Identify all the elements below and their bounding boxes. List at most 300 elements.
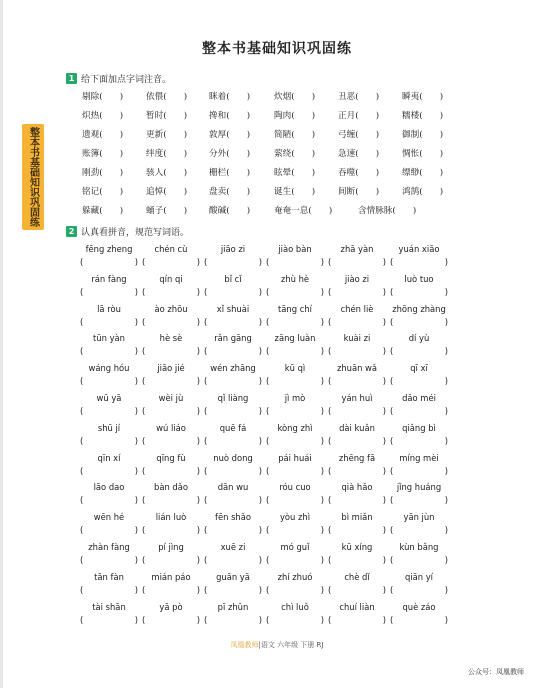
pinyin-text: xuē zi [220, 542, 246, 552]
close-paren: ) [382, 465, 386, 476]
section1-row [82, 147, 482, 166]
close-paren: ) [320, 257, 324, 267]
answer-blank[interactable] [328, 585, 386, 595]
answer-blank[interactable] [390, 495, 448, 505]
answer-blank[interactable] [204, 376, 262, 386]
answer-blank[interactable] [142, 555, 200, 565]
close-paren: ) [134, 555, 138, 565]
close-paren: ) [382, 257, 386, 267]
open-paren: ( [204, 525, 208, 536]
pinyin-text: dān wu [217, 482, 249, 493]
close-paren: ) [444, 435, 448, 446]
pinyin-item [142, 453, 200, 476]
pinyin-item [142, 572, 200, 595]
answer-blank[interactable] [142, 317, 200, 327]
pinyin-item [266, 304, 324, 327]
pinyin-text: luò tuo [404, 273, 434, 284]
close-paren: ) [134, 316, 138, 327]
answer-blank[interactable] [204, 495, 262, 505]
pinyin-text: zhōng zhàng [392, 303, 446, 314]
answer-blank[interactable] [204, 346, 262, 356]
open-paren: ( [142, 495, 146, 506]
open-paren: ( [266, 584, 270, 595]
open-paren: ( [80, 316, 84, 327]
answer-blank[interactable] [80, 525, 138, 535]
pinyin-text: qǐ liàng [217, 393, 249, 403]
open-paren: ( [266, 525, 270, 536]
open-paren: ( [204, 584, 208, 595]
open-paren: ( [204, 614, 208, 625]
pinyin-item [266, 482, 324, 505]
pinyin-item [80, 363, 138, 386]
answer-blank[interactable] [390, 555, 448, 565]
close-paren: ) [258, 346, 262, 357]
answer-blank[interactable] [80, 555, 138, 565]
close-paren: ) [382, 525, 386, 536]
section2-number: 2 [66, 226, 77, 237]
close-paren: ) [134, 286, 138, 297]
close-paren: ) [382, 495, 386, 506]
open-paren: ( [328, 257, 332, 267]
phonetic-item[interactable]: 盘卖( ) [209, 187, 251, 197]
phonetic-item[interactable]: 诞生( ) [274, 187, 316, 197]
pinyin-text: bǐ cǐ [224, 273, 242, 284]
close-paren: ) [258, 614, 262, 625]
open-paren: ( [328, 435, 332, 446]
close-paren: ) [134, 257, 138, 267]
answer-blank[interactable] [390, 466, 448, 476]
pinyin-item [328, 274, 386, 297]
close-paren: ) [196, 376, 200, 387]
pinyin-text: jǐng huáng [396, 482, 442, 493]
pinyin-text: zāng luàn [274, 333, 316, 344]
close-paren: ) [444, 614, 448, 625]
answer-blank[interactable] [328, 287, 386, 297]
section1-row [82, 109, 482, 128]
pinyin-item [328, 453, 386, 476]
phonetic-item[interactable]: 账簿( ) [82, 149, 124, 159]
pinyin-text: kuài zi [343, 333, 371, 344]
phonetic-item[interactable]: 栅栏( ) [209, 168, 251, 178]
phonetic-item[interactable]: 眯着( ) [209, 92, 251, 102]
answer-blank[interactable] [390, 525, 448, 535]
close-paren: ) [320, 584, 324, 595]
answer-blank[interactable] [266, 257, 324, 267]
answer-blank[interactable] [328, 436, 386, 446]
answer-blank[interactable] [80, 436, 138, 446]
phonetic-item[interactable]: 缥缈( ) [402, 168, 444, 178]
pinyin-item [80, 333, 138, 356]
answer-blank[interactable] [390, 376, 448, 386]
phonetic-item[interactable]: 骇人( ) [146, 168, 188, 178]
answer-blank[interactable] [142, 525, 200, 535]
open-paren: ( [266, 376, 270, 387]
close-paren: ) [444, 257, 448, 267]
phonetic-item[interactable]: 吞噬( ) [338, 168, 380, 178]
answer-blank[interactable] [80, 585, 138, 595]
pinyin-item [204, 512, 262, 535]
open-paren: ( [266, 406, 270, 416]
close-paren: ) [320, 465, 324, 476]
pinyin-text: tài shān [92, 601, 126, 612]
close-paren: ) [196, 435, 200, 446]
close-paren: ) [134, 376, 138, 387]
answer-blank[interactable] [390, 287, 448, 297]
answer-blank[interactable] [142, 436, 200, 446]
pinyin-item [328, 572, 386, 595]
close-paren: ) [444, 555, 448, 565]
close-paren: ) [444, 346, 448, 357]
pinyin-text: hè sè [159, 333, 183, 344]
pinyin-text: zhàn fàng [88, 542, 130, 552]
pinyin-text: jiào zi [344, 273, 370, 284]
answer-blank[interactable] [328, 495, 386, 505]
answer-blank[interactable] [328, 555, 386, 565]
open-paren: ( [80, 555, 84, 565]
answer-blank[interactable] [142, 257, 200, 267]
phonetic-item[interactable]: 依偎( ) [146, 92, 188, 102]
pinyin-item [142, 602, 200, 625]
pinyin-text: kū xíng [341, 542, 373, 552]
pinyin-item [204, 274, 262, 297]
open-paren: ( [142, 406, 146, 416]
answer-blank[interactable] [80, 287, 138, 297]
close-paren: ) [444, 316, 448, 327]
pinyin-item [328, 363, 386, 386]
pinyin-item [142, 542, 200, 565]
pinyin-item [328, 423, 386, 446]
pinyin-item [142, 304, 200, 327]
open-paren: ( [266, 465, 270, 476]
phonetic-item[interactable]: 含情脉脉( ) [358, 206, 417, 216]
pinyin-item [142, 274, 200, 297]
open-paren: ( [204, 376, 208, 387]
pinyin-item [390, 333, 448, 356]
pinyin-item [266, 602, 324, 625]
answer-blank[interactable] [266, 376, 324, 386]
open-paren: ( [390, 435, 394, 446]
close-paren: ) [258, 465, 262, 476]
pinyin-text: dài kuǎn [339, 422, 375, 433]
phonetic-item[interactable]: 简陋( ) [274, 130, 316, 140]
phonetic-item[interactable]: 炽热( ) [82, 111, 124, 121]
answer-blank[interactable] [266, 346, 324, 356]
phonetic-item[interactable]: 正月( ) [338, 111, 380, 121]
close-paren: ) [258, 376, 262, 387]
answer-blank[interactable] [328, 257, 386, 267]
answer-blank[interactable] [328, 406, 386, 416]
answer-blank[interactable] [80, 257, 138, 267]
pinyin-text: quē fá [219, 422, 247, 433]
answer-blank[interactable] [142, 346, 200, 356]
phonetic-item[interactable]: 更新( ) [146, 130, 188, 140]
phonetic-item[interactable]: 遗观( ) [82, 130, 124, 140]
answer-blank[interactable] [204, 555, 262, 565]
open-paren: ( [328, 584, 332, 595]
close-paren: ) [320, 525, 324, 536]
answer-blank[interactable] [390, 317, 448, 327]
phonetic-item[interactable]: 蛹子( ) [146, 206, 188, 216]
open-paren: ( [266, 614, 270, 625]
phonetic-item[interactable]: 铭记( ) [82, 187, 124, 197]
phonetic-item[interactable]: 追悼( ) [146, 187, 188, 197]
phonetic-item[interactable]: 惆怅( ) [402, 149, 444, 159]
answer-blank[interactable] [80, 346, 138, 356]
answer-blank[interactable] [266, 615, 324, 625]
open-paren: ( [390, 465, 394, 476]
pinyin-item [204, 602, 262, 625]
phonetic-item[interactable]: 萦绕( ) [274, 149, 316, 159]
pinyin-text: chén liè [340, 303, 374, 314]
pinyin-text: dí yù [408, 333, 430, 344]
answer-blank[interactable] [204, 466, 262, 476]
phonetic-item[interactable]: 躲藏( ) [82, 206, 124, 216]
answer-blank[interactable] [142, 376, 200, 386]
close-paren: ) [320, 406, 324, 416]
answer-blank[interactable] [328, 525, 386, 535]
pinyin-item [328, 482, 386, 505]
close-paren: ) [258, 316, 262, 327]
side-tab: 整本书基础知识巩固练 [22, 124, 44, 230]
open-paren: ( [390, 584, 394, 595]
pinyin-item [142, 363, 200, 386]
pinyin-item [80, 512, 138, 535]
close-paren: ) [320, 316, 324, 327]
phonetic-item[interactable]: 眩晕( ) [274, 168, 316, 178]
answer-blank[interactable] [80, 495, 138, 505]
answer-blank[interactable] [328, 376, 386, 386]
pinyin-item [328, 333, 386, 356]
pinyin-text: qiǎng bì [402, 422, 436, 433]
pinyin-item [266, 453, 324, 476]
close-paren: ) [134, 465, 138, 476]
phonetic-item[interactable]: 糯楼( ) [402, 111, 444, 121]
open-paren: ( [204, 435, 208, 446]
open-paren: ( [80, 435, 84, 446]
phonetic-item[interactable]: 敦厚( ) [209, 130, 251, 140]
phonetic-item[interactable]: 奄奄一息( ) [274, 206, 333, 216]
pinyin-text: chén cù [154, 244, 188, 254]
answer-blank[interactable] [204, 436, 262, 446]
pinyin-text: shū jí [97, 422, 121, 433]
pinyin-text: què záo [402, 601, 436, 612]
pinyin-text: kū qì [284, 363, 306, 374]
close-paren: ) [196, 614, 200, 625]
pinyin-item [266, 423, 324, 446]
answer-blank[interactable] [80, 406, 138, 416]
open-paren: ( [390, 346, 394, 357]
answer-blank[interactable] [204, 585, 262, 595]
answer-blank[interactable] [142, 406, 200, 416]
phonetic-item[interactable]: 间断( ) [338, 187, 380, 197]
answer-blank[interactable] [328, 346, 386, 356]
answer-blank[interactable] [80, 376, 138, 386]
open-paren: ( [80, 286, 84, 297]
pinyin-item [390, 572, 448, 595]
page-title: 整本书基础知识巩固练 [202, 41, 352, 57]
pinyin-item [142, 512, 200, 535]
answer-blank[interactable] [266, 317, 324, 327]
pinyin-item [80, 572, 138, 595]
close-paren: ) [134, 525, 138, 536]
answer-blank[interactable] [142, 615, 200, 625]
open-paren: ( [142, 614, 146, 625]
pinyin-item [390, 482, 448, 505]
pinyin-item [204, 572, 262, 595]
open-paren: ( [328, 525, 332, 536]
open-paren: ( [204, 406, 208, 416]
pinyin-text: wēn hé [93, 512, 125, 523]
answer-blank[interactable] [266, 585, 324, 595]
answer-blank[interactable] [266, 406, 324, 416]
answer-blank[interactable] [204, 406, 262, 416]
pinyin-item [390, 244, 448, 267]
phonetic-item[interactable]: 瞬夷( ) [402, 92, 444, 102]
pinyin-text: jì mò [284, 393, 306, 403]
open-paren: ( [80, 257, 84, 267]
pinyin-item [80, 453, 138, 476]
open-paren: ( [266, 346, 270, 357]
open-paren: ( [204, 286, 208, 297]
answer-blank[interactable] [142, 585, 200, 595]
close-paren: ) [134, 495, 138, 506]
section1-number: 1 [66, 73, 77, 84]
answer-blank[interactable] [266, 525, 324, 535]
close-paren: ) [258, 555, 262, 565]
open-paren: ( [328, 495, 332, 506]
pinyin-item [142, 333, 200, 356]
pinyin-text: lián luò [155, 512, 187, 523]
pinyin-text: wáng hóu [88, 363, 130, 374]
phonetic-item[interactable]: 暂时( ) [146, 111, 188, 121]
wechat-account: 公众号：凤凰教师 [468, 668, 524, 676]
close-paren: ) [382, 435, 386, 446]
pinyin-text: tān fàn [94, 571, 124, 582]
answer-blank[interactable] [328, 615, 386, 625]
pinyin-item [204, 453, 262, 476]
pinyin-item [266, 274, 324, 297]
phonetic-item[interactable]: 酸碱( ) [209, 206, 251, 216]
phonetic-item[interactable]: 分外( ) [209, 149, 251, 159]
pinyin-item [328, 244, 386, 267]
section2-heading [66, 225, 189, 238]
pinyin-item [204, 542, 262, 565]
answer-blank[interactable] [390, 615, 448, 625]
phonetic-item[interactable]: 搀和( ) [209, 111, 251, 121]
open-paren: ( [328, 555, 332, 565]
answer-blank[interactable] [80, 317, 138, 327]
answer-blank[interactable] [390, 406, 448, 416]
open-paren: ( [390, 525, 394, 536]
open-paren: ( [142, 555, 146, 565]
pinyin-item [266, 572, 324, 595]
pinyin-item [80, 393, 138, 416]
open-paren: ( [390, 316, 394, 327]
close-paren: ) [196, 584, 200, 595]
pinyin-text: jiāo jié [157, 363, 185, 374]
pinyin-text: qín qi [159, 273, 183, 284]
pinyin-text: jiào bàn [278, 244, 312, 254]
answer-blank[interactable] [328, 317, 386, 327]
section1-grid [82, 90, 482, 223]
answer-blank[interactable] [142, 287, 200, 297]
answer-blank[interactable] [328, 466, 386, 476]
answer-blank[interactable] [80, 466, 138, 476]
close-paren: ) [444, 286, 448, 297]
pinyin-text: bàn dǎo [154, 482, 188, 493]
pinyin-text: róu cuo [279, 482, 311, 493]
phonetic-item[interactable]: 弓缠( ) [338, 130, 380, 140]
pinyin-text: míng mèi [399, 452, 439, 463]
pinyin-item [266, 512, 324, 535]
phonetic-item[interactable]: 刚劲( ) [82, 168, 124, 178]
open-paren: ( [390, 495, 394, 506]
pinyin-item [204, 363, 262, 386]
open-paren: ( [266, 495, 270, 506]
answer-blank[interactable] [204, 615, 262, 625]
answer-blank[interactable] [204, 317, 262, 327]
pinyin-text: mián páo [151, 571, 191, 582]
open-paren: ( [142, 465, 146, 476]
pinyin-item [390, 602, 448, 625]
answer-blank[interactable] [142, 466, 200, 476]
answer-blank[interactable] [390, 436, 448, 446]
close-paren: ) [134, 584, 138, 595]
phonetic-item[interactable]: 剔除( ) [82, 92, 124, 102]
answer-blank[interactable] [266, 287, 324, 297]
phonetic-item[interactable]: 御制( ) [402, 130, 444, 140]
close-paren: ) [134, 435, 138, 446]
footer [0, 640, 554, 650]
open-paren: ( [142, 584, 146, 595]
answer-blank[interactable] [80, 615, 138, 625]
answer-blank[interactable] [204, 525, 262, 535]
answer-blank[interactable] [266, 495, 324, 505]
close-paren: ) [134, 406, 138, 416]
answer-blank[interactable] [390, 346, 448, 356]
answer-blank[interactable] [204, 257, 262, 267]
phonetic-item[interactable]: 绊度( ) [146, 149, 188, 159]
open-paren: ( [266, 435, 270, 446]
pinyin-text: bì miǎn [341, 512, 373, 523]
pinyin-item [328, 393, 386, 416]
open-paren: ( [142, 525, 146, 536]
phonetic-item[interactable]: 陶肉( ) [274, 111, 316, 121]
pinyin-item [142, 393, 200, 416]
close-paren: ) [320, 376, 324, 387]
close-paren: ) [444, 376, 448, 387]
phonetic-item[interactable]: 炊烟( ) [274, 92, 316, 102]
answer-blank[interactable] [390, 585, 448, 595]
section1-row [82, 204, 482, 223]
answer-blank[interactable] [266, 555, 324, 565]
phonetic-item[interactable]: 鸿鹄( ) [402, 187, 444, 197]
pinyin-item [142, 244, 200, 267]
pinyin-text: zhēng fā [338, 452, 376, 463]
answer-blank[interactable] [390, 257, 448, 267]
close-paren: ) [134, 346, 138, 357]
open-paren: ( [328, 286, 332, 297]
answer-blank[interactable] [142, 495, 200, 505]
phonetic-item[interactable]: 丑恶( ) [338, 92, 380, 102]
open-paren: ( [204, 555, 208, 565]
close-paren: ) [258, 435, 262, 446]
pinyin-item [390, 393, 448, 416]
answer-blank[interactable] [204, 287, 262, 297]
phonetic-item[interactable]: 急速( ) [338, 149, 380, 159]
answer-blank[interactable] [266, 466, 324, 476]
answer-blank[interactable] [266, 436, 324, 446]
